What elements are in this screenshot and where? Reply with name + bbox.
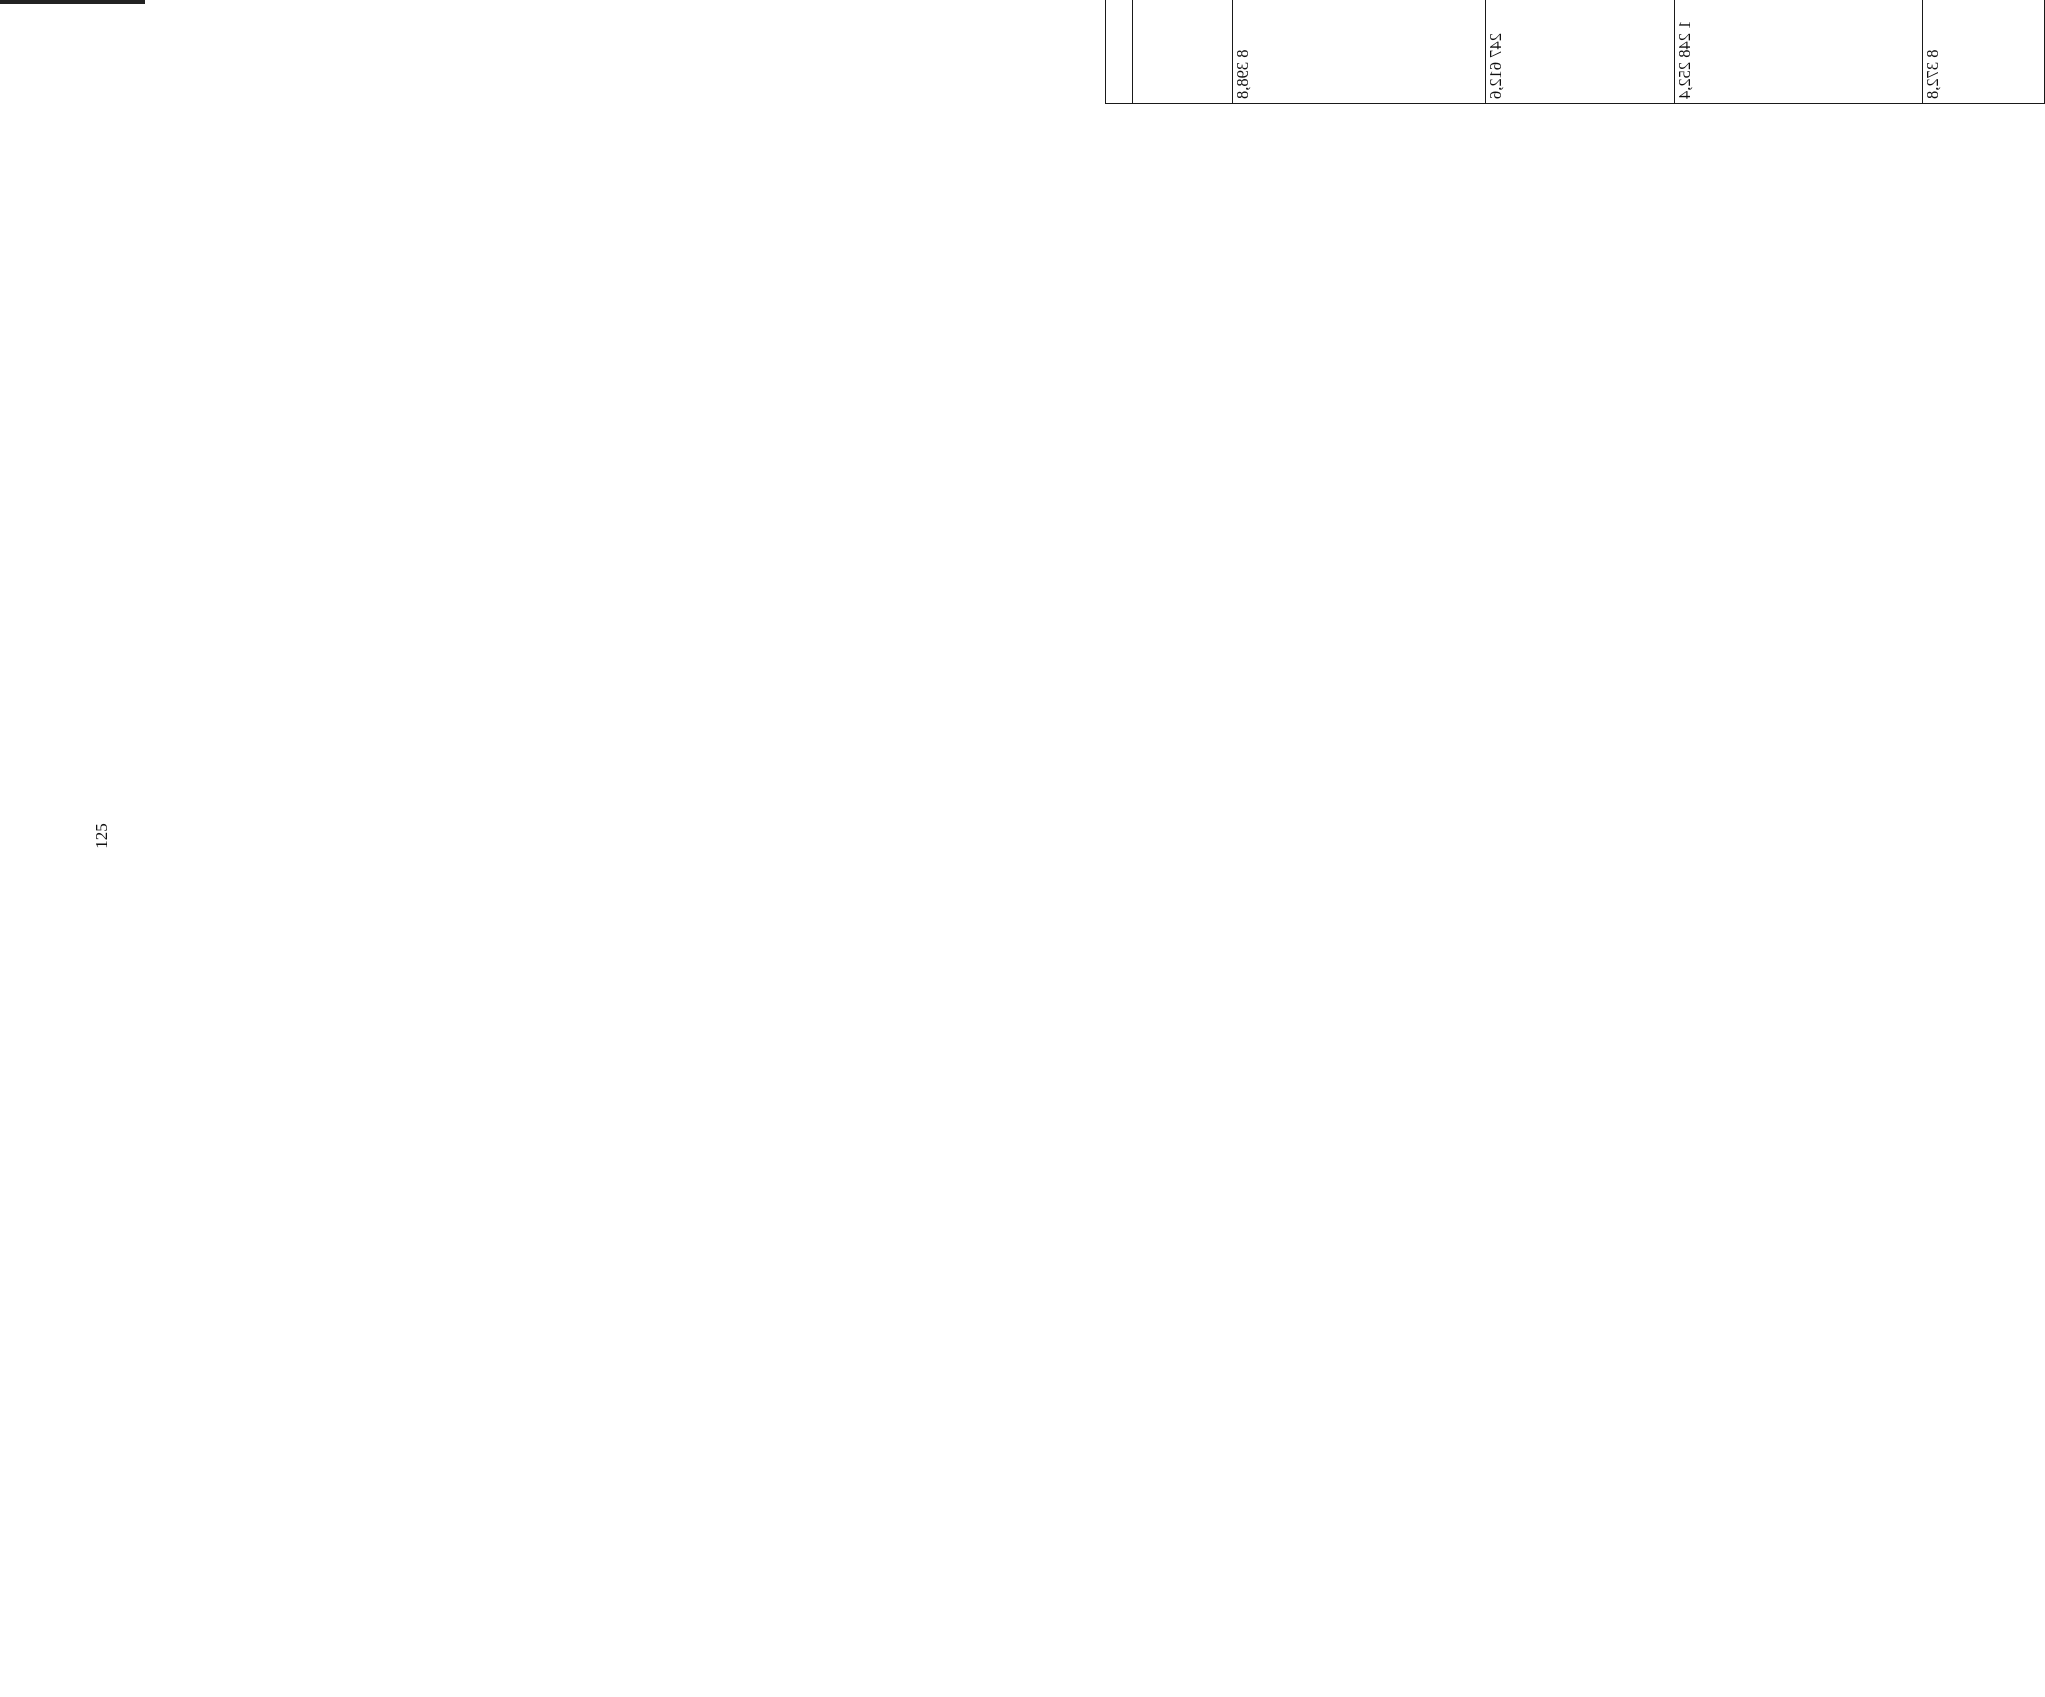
rotated-table-sheet bbox=[1105, 0, 2045, 103]
table-row bbox=[1922, 0, 2044, 104]
row-2027: 8 372,8 bbox=[1922, 0, 2044, 104]
table-header-row bbox=[1106, 0, 1133, 104]
row-2027: 1 248 252,4 bbox=[1675, 0, 1922, 104]
page-number: 125 bbox=[92, 823, 111, 849]
table-row bbox=[1133, 0, 1233, 104]
table-row bbox=[1233, 0, 1486, 104]
row-2027: 8 398,8 bbox=[1233, 0, 1486, 104]
row-2027 bbox=[1133, 0, 1233, 104]
row-2027: 247 612,6 bbox=[1485, 0, 1675, 104]
table-row bbox=[1485, 0, 1675, 104]
budget-table bbox=[1105, 0, 2045, 104]
scan-edge-mark bbox=[0, 0, 145, 4]
table-row bbox=[1675, 0, 1922, 104]
header-2027 bbox=[1106, 0, 1133, 104]
table-container bbox=[1105, 0, 2045, 103]
